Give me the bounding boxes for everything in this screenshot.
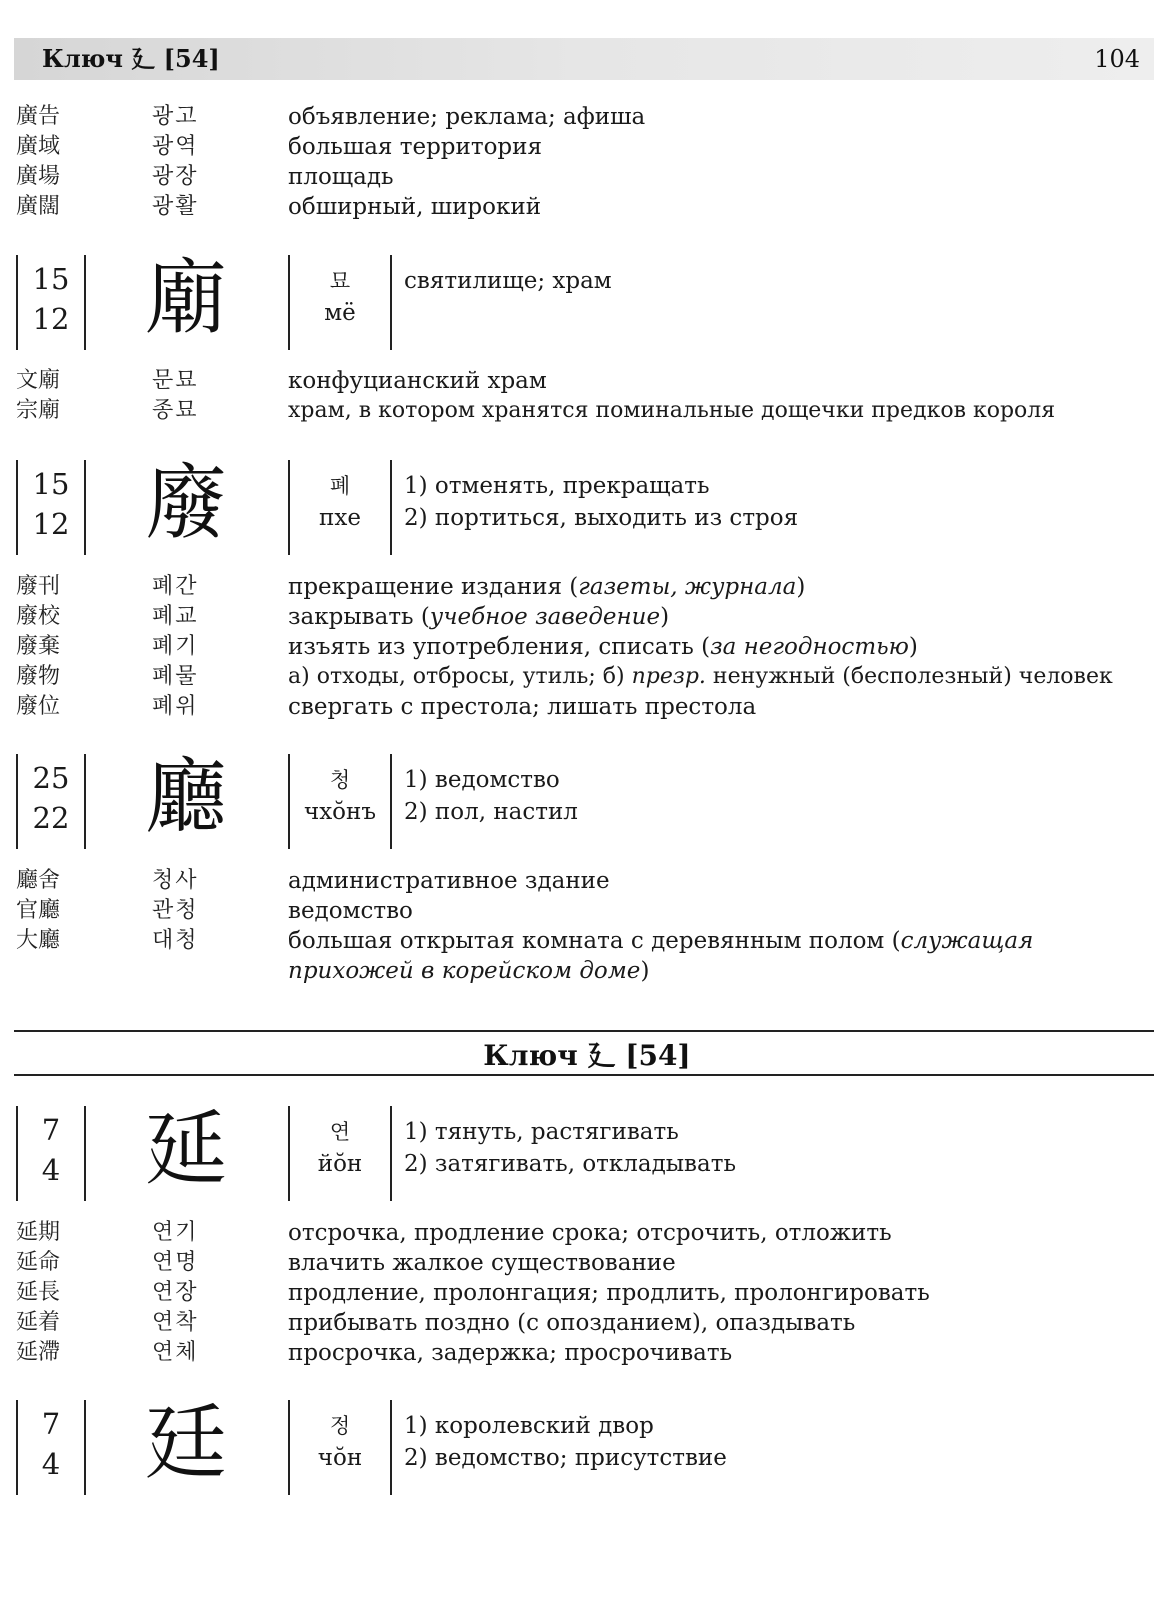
korean-reading: 묘 [329, 269, 351, 293]
definition: 2) портиться, выходить из строя [404, 505, 799, 531]
definition: 2) затягивать, откладывать [404, 1151, 736, 1177]
section-rule-bottom [14, 1074, 1154, 1076]
reading [290, 764, 390, 828]
page-number: 104 [1094, 45, 1140, 73]
hangul-reading: 대청 [152, 928, 199, 953]
headword-character: 廷 [144, 1396, 227, 1491]
divider [84, 754, 86, 849]
character-entry-pye [0, 456, 1174, 555]
definition: 2) ведомство; присутствие [404, 1445, 727, 1471]
compound-list-2 [0, 366, 1174, 426]
headword-character: 廟 [144, 251, 227, 346]
divider [84, 460, 86, 555]
definitions [404, 1116, 736, 1180]
hangul-reading: 광활 [152, 194, 199, 219]
extra-strokes: 22 [32, 801, 70, 835]
stroke-counts [18, 259, 84, 339]
hangul-reading: 연명 [152, 1250, 199, 1275]
definition: 1) отменять, прекращать [404, 473, 710, 499]
list-item [0, 1278, 1174, 1308]
translation: обширный, широкий [288, 194, 542, 220]
russian-transcription: чхŏнъ [304, 799, 376, 825]
header-title: Ключ 廴 [54] [42, 44, 220, 73]
translation: изъять из употребления, списать (за негодностью) [288, 634, 918, 660]
translation: административное здание [288, 868, 610, 894]
section-rule-top [14, 1030, 1154, 1032]
section-title: Ключ 廴 [54] [483, 1039, 691, 1072]
definition: 2) пол, настил [404, 799, 578, 825]
character-entry-jeong [0, 1396, 1174, 1495]
definition: 1) тянуть, растягивать [404, 1119, 679, 1145]
list-item [0, 692, 1174, 722]
stroke-counts [18, 1404, 84, 1484]
headword-character: 廢 [144, 456, 227, 551]
definition: 1) королевский двор [404, 1413, 654, 1439]
hanja-word: 延着 [16, 1310, 61, 1335]
extra-strokes: 12 [32, 302, 70, 336]
russian-transcription: чŏн [317, 1445, 363, 1471]
extra-strokes: 4 [41, 1447, 61, 1481]
compound-list-5 [0, 1218, 1174, 1368]
divider [390, 255, 392, 350]
reading [290, 470, 390, 534]
translation: конфуцианский храм [288, 368, 547, 394]
list-item [0, 926, 1174, 986]
divider [390, 1400, 392, 1495]
divider [84, 1106, 86, 1201]
hangul-reading: 폐물 [152, 664, 199, 689]
hanja-word: 廣告 [16, 104, 61, 129]
definitions [404, 1410, 727, 1474]
list-item [0, 602, 1174, 632]
russian-transcription: пхе [319, 505, 361, 531]
divider [84, 1400, 86, 1495]
list-item [0, 396, 1174, 426]
total-strokes: 7 [41, 1113, 61, 1147]
translation: свергать с престола; лишать престола [288, 694, 757, 720]
list-item [0, 896, 1174, 926]
hangul-reading: 관청 [152, 898, 199, 923]
list-item [0, 632, 1174, 662]
korean-reading: 정 [329, 1414, 351, 1438]
list-item [0, 1218, 1174, 1248]
stroke-counts [18, 758, 84, 838]
hanja-word: 廢棄 [16, 634, 61, 659]
hangul-reading: 연장 [152, 1280, 199, 1305]
hanja-word: 廣場 [16, 164, 61, 189]
total-strokes: 15 [32, 467, 70, 501]
korean-reading: 청 [329, 768, 351, 792]
hanja-word: 大廳 [16, 928, 61, 953]
hangul-reading: 광장 [152, 164, 199, 189]
definitions [404, 470, 798, 534]
hanja-word: 延命 [16, 1250, 61, 1275]
hanja-word: 延期 [16, 1220, 61, 1245]
reading [290, 1410, 390, 1474]
total-strokes: 15 [32, 262, 70, 296]
translation: просрочка, задержка; просрочивать [288, 1340, 733, 1366]
stroke-counts [18, 1110, 84, 1190]
list-item [0, 192, 1174, 222]
translation: закрывать (учебное заведение) [288, 604, 670, 630]
russian-transcription: йŏн [317, 1151, 363, 1177]
list-item [0, 572, 1174, 602]
hangul-reading: 연착 [152, 1310, 199, 1335]
hanja-word: 延滯 [16, 1340, 61, 1365]
definitions [404, 764, 578, 828]
translation: прекращение издания (газеты, журнала) [288, 574, 806, 600]
hanja-word: 延長 [16, 1280, 61, 1305]
list-item [0, 1338, 1174, 1368]
hangul-reading: 폐기 [152, 634, 199, 659]
hanja-word: 廢校 [16, 604, 61, 629]
definition: святилище; храм [404, 268, 612, 294]
compound-list-3 [0, 572, 1174, 722]
korean-reading: 연 [329, 1120, 351, 1144]
total-strokes: 7 [41, 1407, 61, 1441]
divider [390, 1106, 392, 1201]
translation: продление, пролонгация; продлить, пролонгировать [288, 1280, 930, 1306]
divider [390, 754, 392, 849]
hangul-reading: 문묘 [152, 368, 199, 393]
translation: большая открытая комната с деревянным полом (служащая прихожей в корейском доме) [288, 928, 1034, 984]
stroke-counts [18, 464, 84, 544]
definition: 1) ведомство [404, 767, 560, 793]
hanja-word: 官廳 [16, 898, 61, 923]
extra-strokes: 12 [32, 507, 70, 541]
character-entry-cheong [0, 750, 1174, 849]
divider [84, 255, 86, 350]
extra-strokes: 4 [41, 1153, 61, 1187]
character-entry-yeon [0, 1102, 1174, 1201]
headword-character: 延 [144, 1102, 227, 1197]
translation: объявление; реклама; афиша [288, 104, 646, 130]
hangul-reading: 폐교 [152, 604, 199, 629]
hanja-word: 文廟 [16, 368, 61, 393]
list-item [0, 102, 1174, 132]
hangul-reading: 연체 [152, 1340, 199, 1365]
list-item [0, 366, 1174, 396]
list-item [0, 132, 1174, 162]
hangul-reading: 폐위 [152, 694, 199, 719]
translation: площадь [288, 164, 394, 190]
translation: большая территория [288, 134, 542, 160]
total-strokes: 25 [32, 761, 70, 795]
russian-transcription: мё [324, 300, 356, 326]
hanja-word: 廳舍 [16, 868, 61, 893]
korean-reading: 폐 [329, 474, 351, 498]
hanja-word: 宗廟 [16, 398, 61, 423]
translation: храм, в котором хранятся поминальные дощечки предков короля [288, 398, 1056, 423]
hanja-word: 廣域 [16, 134, 61, 159]
hangul-reading: 폐간 [152, 574, 199, 599]
hangul-reading: 광고 [152, 104, 199, 129]
translation: а) отходы, отбросы, утиль; б) презр. ненужный (бесполезный) человек [288, 664, 1113, 689]
compound-list-4 [0, 866, 1174, 986]
hanja-word: 廣闊 [16, 194, 61, 219]
list-item [0, 662, 1174, 692]
divider [390, 460, 392, 555]
hangul-reading: 종묘 [152, 398, 199, 423]
character-entry-myo [0, 251, 1174, 350]
headword-character: 廳 [144, 750, 227, 845]
hangul-reading: 광역 [152, 134, 199, 159]
hanja-word: 廢刊 [16, 574, 61, 599]
translation: ведомство [288, 898, 413, 924]
hangul-reading: 연기 [152, 1220, 199, 1245]
list-item [0, 866, 1174, 896]
translation: прибывать поздно (с опозданием), опаздывать [288, 1310, 856, 1336]
hanja-word: 廢物 [16, 664, 61, 689]
hanja-word: 廢位 [16, 694, 61, 719]
list-item [0, 162, 1174, 192]
reading [290, 265, 390, 329]
translation: отсрочка, продление срока; отсрочить, отложить [288, 1220, 892, 1246]
list-item [0, 1308, 1174, 1338]
translation: влачить жалкое существование [288, 1250, 676, 1276]
hangul-reading: 청사 [152, 868, 199, 893]
reading [290, 1116, 390, 1180]
definitions [404, 265, 612, 297]
list-item [0, 1248, 1174, 1278]
compound-list-1 [0, 102, 1174, 222]
